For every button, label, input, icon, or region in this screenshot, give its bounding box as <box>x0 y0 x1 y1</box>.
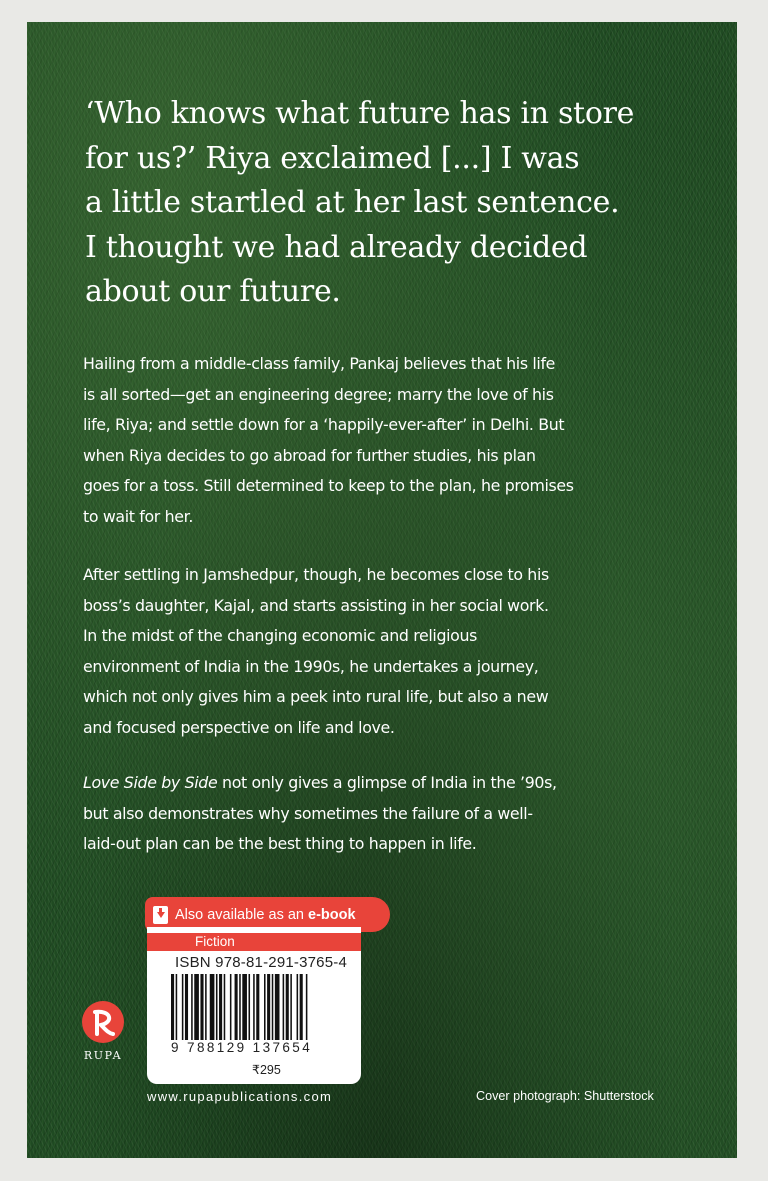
barcode-bar <box>283 974 285 1050</box>
blurb-line-text: not only gives a glimpse of India in the ’90s, <box>217 773 557 792</box>
barcode-bar <box>242 974 247 1050</box>
blurb-line: and focused perspective on life and love. <box>83 717 395 737</box>
barcode <box>171 974 351 1050</box>
blurb-line: Hailing from a middle-class family, Pankaj believes that his life <box>83 354 556 373</box>
quote-line: ‘Who knows what future has in store <box>85 96 635 131</box>
barcode-bar <box>191 974 193 1050</box>
barcode-bar <box>275 974 280 1050</box>
blurb-line: In the midst of the changing economic and religious <box>83 626 478 646</box>
book-back-cover <box>27 22 737 1158</box>
blurb-paragraph-1 <box>83 349 711 533</box>
blurb-line: environment of India in the 1990s, he undertakes a journey, <box>83 656 539 676</box>
barcode-digits: 9 788129 137654 <box>171 1040 313 1055</box>
quote-line: a little startled at her last sentence. <box>85 185 620 221</box>
barcode-bar <box>286 974 289 1050</box>
barcode-bar <box>272 974 274 1050</box>
pull-quote <box>85 92 705 315</box>
barcode-bar <box>219 974 222 1050</box>
barcode-bar <box>264 974 266 1050</box>
blurb-line: but also demonstrates why sometimes the failure of a well- <box>83 803 533 823</box>
blurb-line: when Riya decides to go abroad for further studies, his plan <box>83 445 536 465</box>
barcode-bar <box>224 974 226 1050</box>
barcode-bar <box>185 974 188 1050</box>
barcode-bar <box>300 974 303 1050</box>
ebook-prefix: Also available as an <box>175 906 308 923</box>
blurb-paragraph-3 <box>83 768 711 860</box>
barcode-bar <box>216 974 218 1050</box>
barcode-bar <box>256 974 259 1050</box>
blurb-line: life, Riya; and settle down for a ‘happily-ever-after’ in Delhi. But <box>83 415 565 435</box>
barcode-bar <box>200 974 203 1050</box>
barcode-bar <box>230 974 232 1050</box>
barcode-bar <box>249 974 251 1050</box>
quote-line: I thought we had already decided <box>85 229 588 265</box>
publisher-name: RUPA <box>83 1049 123 1062</box>
barcode-bar <box>306 974 308 1050</box>
barcode-bar <box>205 974 207 1050</box>
blurb-line <box>83 768 711 799</box>
blurb-line: After settling in Jamshedpur, though, he becomes close to his <box>83 565 549 584</box>
blurb-line: boss’s daughter, Kajal, and starts assisting in her social work. <box>83 595 549 615</box>
blurb-line: is all sorted—get an engineering degree; marry the love of his <box>83 384 554 404</box>
barcode-bar <box>297 974 299 1050</box>
barcode-bar <box>253 974 255 1050</box>
blurb-line: to wait for her. <box>83 506 194 526</box>
isbn-text: ISBN 978-81-291-3765-4 <box>175 954 348 971</box>
barcode-bar <box>235 974 238 1050</box>
blurb-line: laid-out plan can be the best thing to happen in life. <box>83 834 477 854</box>
rupa-logo-icon <box>81 1000 125 1044</box>
barcode-bar <box>176 974 178 1050</box>
genre-band: Fiction <box>147 933 361 951</box>
publisher-website: www.rupapublications.com <box>147 1089 333 1104</box>
blurb-line: goes for a toss. Still determined to keep to the plan, he promises <box>83 476 574 496</box>
price-barcode-label <box>147 927 361 1084</box>
barcode-bar <box>194 974 199 1050</box>
barcode-bar <box>239 974 241 1050</box>
barcode-bar <box>290 974 292 1050</box>
cover-photo-credit: Cover photograph: Shutterstock <box>476 1089 654 1103</box>
barcode-bar <box>267 974 270 1050</box>
barcode-bar <box>210 974 215 1050</box>
blurb-line: which not only gives him a peek into rural life, but also a new <box>83 687 549 707</box>
book-title: Love Side by Side <box>83 773 218 792</box>
quote-line: about our future. <box>85 274 341 310</box>
ebook-text <box>175 907 356 923</box>
blurb-paragraph-2 <box>83 560 711 744</box>
ebook-bold: e-book <box>308 906 356 923</box>
price: ₹295 <box>252 1063 281 1077</box>
quote-line: for us?’ Riya exclaimed [...] I was <box>85 140 580 176</box>
download-icon <box>153 906 168 924</box>
barcode-bar <box>182 974 184 1050</box>
barcode-bar <box>171 974 174 1050</box>
